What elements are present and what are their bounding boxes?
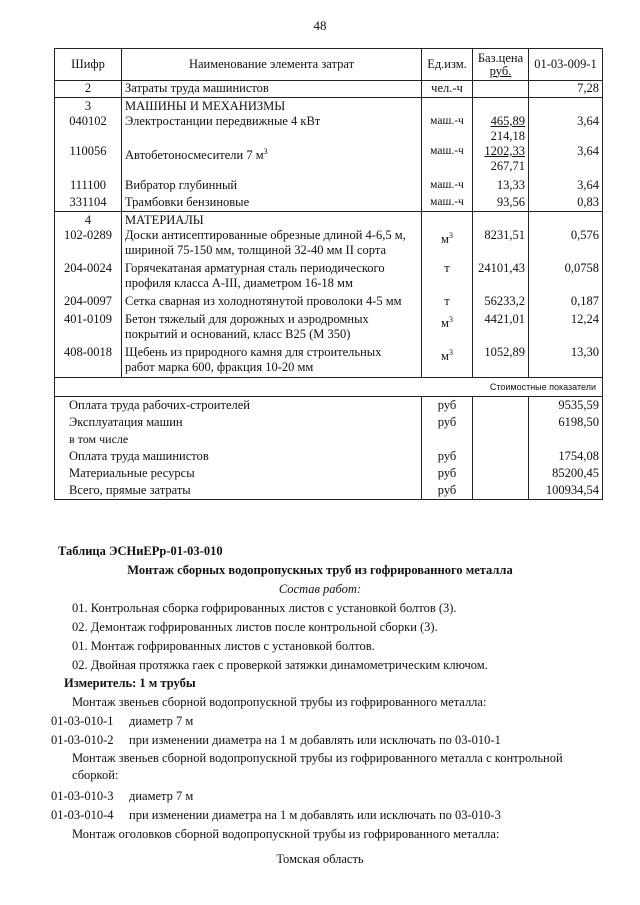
header-name: Наименование элемента затрат: [122, 49, 422, 81]
page-number: 48: [313, 18, 327, 33]
superscript: 3: [448, 348, 453, 357]
machine-row: [55, 144, 603, 174]
summary-label: Материальные ресурсы: [55, 465, 422, 482]
material-name-line2: шириной 75-150 мм, толщиной 32-40 мм II сорта: [125, 243, 387, 257]
material-unit-text: т: [444, 261, 450, 275]
summary-unit: руб: [422, 414, 473, 431]
summary-unit: [422, 431, 473, 448]
superscript: 3: [448, 315, 453, 324]
material-value: 12,24: [529, 312, 603, 345]
labor-value: 7,28: [529, 81, 603, 98]
composition-label: Состав работ:: [278, 582, 362, 596]
machine-code: 110056: [55, 144, 122, 174]
meter-label: Измеритель: 1 м трубы: [64, 676, 196, 690]
material-unit-text: м: [441, 316, 449, 330]
material-code: 204-0097: [55, 294, 122, 312]
material-name-line2: работ марка 600, фракция 10-20 мм: [125, 360, 314, 374]
labor-code: 2: [55, 81, 122, 98]
summary-unit: руб: [422, 448, 473, 465]
machine-row: [55, 174, 603, 193]
summary-row: [55, 397, 603, 415]
machine-value: 0,83: [529, 193, 603, 212]
material-value: 0,576: [529, 228, 603, 261]
header-base-price: [473, 49, 529, 81]
superscript: 3: [263, 147, 268, 156]
material-name: [122, 312, 422, 345]
material-name-line1: Горячекатаная арматурная сталь периодического: [125, 261, 385, 275]
norm-text: при изменении диаметра на 1 м добавлять или исключать по 03-010-1: [129, 733, 501, 747]
materials-section-code: 4: [55, 212, 122, 229]
norm-text: при изменении диаметра на 1 м добавлять или исключать по 03-010-3: [129, 808, 501, 822]
machine-row: [55, 114, 603, 144]
material-row: [55, 228, 603, 261]
summary-value: [529, 431, 603, 448]
material-name-line1: Бетон тяжелый для дорожных и аэродромных: [125, 312, 369, 326]
page-footer: Томская область: [276, 852, 364, 866]
machine-name: Трамбовки бензиновые: [122, 193, 422, 212]
material-row: [55, 312, 603, 345]
summary-row: [55, 482, 603, 500]
header-unit: Ед.изм.: [422, 49, 473, 81]
machines-section-row: [55, 98, 603, 115]
norm-item: [51, 714, 193, 729]
summary-unit: руб: [422, 397, 473, 415]
machines-section-code: 3: [55, 98, 122, 115]
material-unit-text: м: [441, 232, 449, 246]
material-unit-text: т: [444, 294, 450, 308]
machines-section-title: МАШИНЫ И МЕХАНИЗМЫ: [122, 98, 422, 115]
material-unit-text: м: [441, 349, 449, 363]
work-item: 02. Двойная протяжка гаек с проверкой затяжки динамометрическим ключом.: [72, 658, 488, 672]
labor-base-price: [473, 81, 529, 98]
norm-item: [51, 789, 193, 804]
material-name: [122, 228, 422, 261]
header-norm: 01-03-009-1: [529, 49, 603, 81]
material-name: [122, 345, 422, 378]
material-unit: [422, 312, 473, 345]
summary-row: [55, 465, 603, 482]
machine-price: 13,33: [473, 174, 529, 193]
material-value: 13,30: [529, 345, 603, 378]
machine-unit: маш.-ч: [422, 193, 473, 212]
intro-text: Монтаж звеньев сборной водопропускной трубы из гофрированного металла:: [72, 695, 487, 709]
material-row: [55, 294, 603, 312]
summary-label: Оплата труда рабочих-строителей: [55, 397, 422, 415]
summary-value: 6198,50: [529, 414, 603, 431]
material-value: 0,187: [529, 294, 603, 312]
norm-code: 01-03-010-4: [51, 808, 114, 822]
material-unit: [422, 261, 473, 294]
labor-unit: чел.-ч: [422, 81, 473, 98]
machine-name: Вибратор глубинный: [122, 174, 422, 193]
machine-price-top: 465,89: [490, 114, 525, 128]
norm-code: 01-03-010-1: [51, 714, 114, 728]
summary-row: [55, 431, 603, 448]
material-unit: [422, 228, 473, 261]
summary-row: [55, 448, 603, 465]
summary-unit: руб: [422, 465, 473, 482]
summary-row: [55, 414, 603, 431]
labor-row: [55, 81, 603, 98]
material-name-line1: Щебень из природного камня для строительных: [125, 345, 382, 359]
summary-value: 1754,08: [529, 448, 603, 465]
work-item: 01. Контрольная сборка гофрированных листов с установкой болтов (3).: [72, 601, 457, 615]
intro-text: Монтаж оголовков сборной водопропускной трубы из гофрированного металла:: [72, 827, 500, 841]
machine-code: 331104: [55, 193, 122, 212]
cost-indicators-label: Стоимостные показатели: [55, 378, 603, 397]
summary-value: 9535,59: [529, 397, 603, 415]
machine-value: 3,64: [529, 144, 603, 174]
cost-indicators-row: [55, 378, 603, 397]
machine-code: 111100: [55, 174, 122, 193]
table-subtitle: Монтаж сборных водопропускных труб из гофрированного металла: [127, 563, 513, 577]
machine-price-bottom: 214,18: [490, 129, 525, 143]
machine-price: [473, 144, 529, 174]
summary-label: Оплата труда машинистов: [55, 448, 422, 465]
norm-text: диаметр 7 м: [129, 789, 194, 803]
summary-unit: руб: [422, 482, 473, 500]
summary-label: Эксплуатация машин: [55, 414, 422, 431]
machine-name-text: Автобетоносмесители 7 м: [125, 148, 264, 162]
machine-unit: маш.-ч: [422, 174, 473, 193]
machine-row: [55, 193, 603, 212]
summary-label: в том числе: [55, 431, 422, 448]
machine-price: 93,56: [473, 193, 529, 212]
header-base-price-line1: Баз.цена: [477, 50, 524, 65]
norm-item: [51, 808, 501, 823]
cost-table: [54, 48, 603, 500]
material-code: 408-0018: [55, 345, 122, 378]
material-unit: [422, 294, 473, 312]
material-name: [122, 261, 422, 294]
machine-name: [122, 144, 422, 174]
machine-value: 3,64: [529, 174, 603, 193]
material-price: 24101,43: [473, 261, 529, 294]
machine-value: 3,64: [529, 114, 603, 144]
material-price: 1052,89: [473, 345, 529, 378]
norm-code: 01-03-010-2: [51, 733, 114, 747]
work-item: 02. Демонтаж гофрированных листов после контрольной сборки (3).: [72, 620, 438, 634]
machine-name: Электростанции передвижные 4 кВт: [122, 114, 422, 144]
material-value: 0,0758: [529, 261, 603, 294]
summary-value: 85200,45: [529, 465, 603, 482]
material-code: 401-0109: [55, 312, 122, 345]
norm-text: диаметр 7 м: [129, 714, 194, 728]
material-name-line2: профиля класса А-III, диаметром 16-18 мм: [125, 276, 353, 290]
labor-name: Затраты труда машинистов: [122, 81, 422, 98]
superscript: 3: [448, 231, 453, 240]
material-name: Сетка сварная из холоднотянутой проволоки 4-5 мм: [122, 294, 422, 312]
machine-price: [473, 114, 529, 144]
norm-item: [51, 733, 501, 748]
summary-value: 100934,54: [529, 482, 603, 500]
material-price: 4421,01: [473, 312, 529, 345]
machine-unit: маш.-ч: [422, 114, 473, 144]
header-code: Шифр: [55, 49, 122, 81]
norm-code: 01-03-010-3: [51, 789, 114, 803]
machine-unit: маш.-ч: [422, 144, 473, 174]
table-title: Таблица ЭСНиЕРр-01-03-010: [58, 544, 223, 558]
materials-section-title: МАТЕРИАЛЫ: [122, 212, 422, 229]
material-unit: [422, 345, 473, 378]
intro-text: Монтаж звеньев сборной водопропускной трубы из гофрированного металла с контрольной сборкой:: [72, 751, 563, 782]
material-price: 8231,51: [473, 228, 529, 261]
material-row: [55, 261, 603, 294]
material-price: 56233,2: [473, 294, 529, 312]
material-code: 102-0289: [55, 228, 122, 261]
material-code: 204-0024: [55, 261, 122, 294]
material-row: [55, 345, 603, 378]
material-name-line1: Доски антисептированные обрезные длиной 4-6,5 м,: [125, 228, 406, 242]
summary-label: Всего, прямые затраты: [55, 482, 422, 500]
machine-code: 040102: [55, 114, 122, 144]
table-header-row: [55, 49, 603, 81]
header-base-price-line2: руб.: [489, 63, 512, 78]
materials-section-row: [55, 212, 603, 229]
machine-price-bottom: 267,71: [490, 159, 525, 173]
machine-price-top: 1202,33: [484, 144, 525, 158]
material-name-line2: покрытий и оснований, класс В25 (М 350): [125, 327, 351, 341]
work-item: 01. Монтаж гофрированных листов с установкой болтов.: [72, 639, 375, 653]
